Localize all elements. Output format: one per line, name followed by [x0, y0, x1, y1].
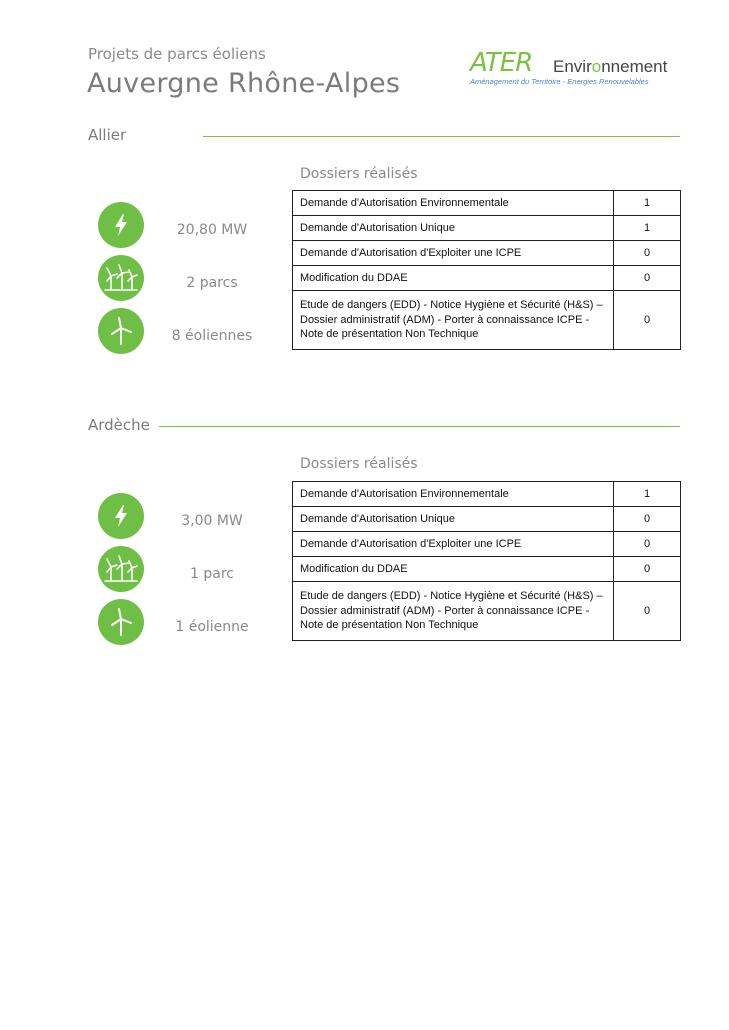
lightning-icon	[98, 493, 144, 539]
dossier-label: Demande d'Autorisation Unique	[293, 216, 614, 241]
table-row	[293, 582, 681, 641]
table-row	[293, 291, 681, 350]
table-row	[293, 532, 681, 557]
dossier-count: 1	[614, 216, 681, 241]
dossier-label: Demande d'Autorisation Environnementale	[293, 482, 614, 507]
logo-brand: ATER	[470, 48, 533, 78]
dossiers-table	[292, 190, 681, 350]
stat-turbines: 1 éolienne	[175, 619, 249, 635]
dossier-label: Demande d'Autorisation d'Exploiter une ICPE	[293, 241, 614, 266]
wind-farm-icon	[98, 546, 144, 592]
dossier-label: Demande d'Autorisation d'Exploiter une ICPE	[293, 532, 614, 557]
stat-power: 20,80 MW	[176, 222, 248, 238]
dossier-count: 1	[614, 482, 681, 507]
table-row	[293, 482, 681, 507]
logo-tagline: Aménagement du Territoire - Energies Renouvelables	[470, 77, 649, 86]
stat-parks: 1 parc	[190, 566, 234, 582]
table-row	[293, 191, 681, 216]
wind-turbine-icon	[98, 599, 144, 645]
dossier-label: Demande d'Autorisation Unique	[293, 507, 614, 532]
dossier-count: 0	[614, 291, 681, 350]
dossiers-heading: Dossiers réalisés	[300, 456, 418, 472]
dossier-count: 0	[614, 266, 681, 291]
page-subtitle: Projets de parcs éoliens	[88, 45, 266, 63]
stat-power: 3,00 MW	[181, 513, 243, 529]
page-title: Auvergne Rhône-Alpes	[87, 68, 401, 99]
dossier-label: Demande d'Autorisation Environnementale	[293, 191, 614, 216]
dossier-count: 0	[614, 532, 681, 557]
section-title: Ardèche	[88, 416, 150, 434]
table-row	[293, 507, 681, 532]
dossier-count: 0	[614, 507, 681, 532]
dossier-label: Etude de dangers (EDD) - Notice Hygiène et Sécurité (H&S) – Dossier administratif (ADM) - Porter à connaissance ICPE - Note de présentation Non Technique	[293, 582, 614, 641]
dossier-count: 0	[614, 241, 681, 266]
wind-turbine-icon	[98, 308, 144, 354]
dossiers-table	[292, 481, 681, 641]
dossier-count: 0	[614, 582, 681, 641]
dossier-count: 0	[614, 557, 681, 582]
ater-logo	[470, 50, 685, 90]
stat-parks: 2 parcs	[186, 275, 238, 291]
lightning-icon	[98, 202, 144, 248]
table-row	[293, 216, 681, 241]
section-divider	[203, 136, 680, 137]
dossier-label: Modification du DDAE	[293, 266, 614, 291]
dossiers-heading: Dossiers réalisés	[300, 166, 418, 182]
stat-turbines: 8 éoliennes	[171, 328, 253, 344]
section-title: Allier	[88, 126, 127, 144]
table-row	[293, 557, 681, 582]
table-row	[293, 266, 681, 291]
wind-farm-icon	[98, 255, 144, 301]
dossier-count: 1	[614, 191, 681, 216]
logo-name: Environnement	[553, 57, 668, 76]
dossier-label: Etude de dangers (EDD) - Notice Hygiène et Sécurité (H&S) – Dossier administratif (ADM) - Porter à connaissance ICPE - Note de présentation Non Technique	[293, 291, 614, 350]
table-row	[293, 241, 681, 266]
dossier-label: Modification du DDAE	[293, 557, 614, 582]
section-divider	[159, 426, 680, 427]
